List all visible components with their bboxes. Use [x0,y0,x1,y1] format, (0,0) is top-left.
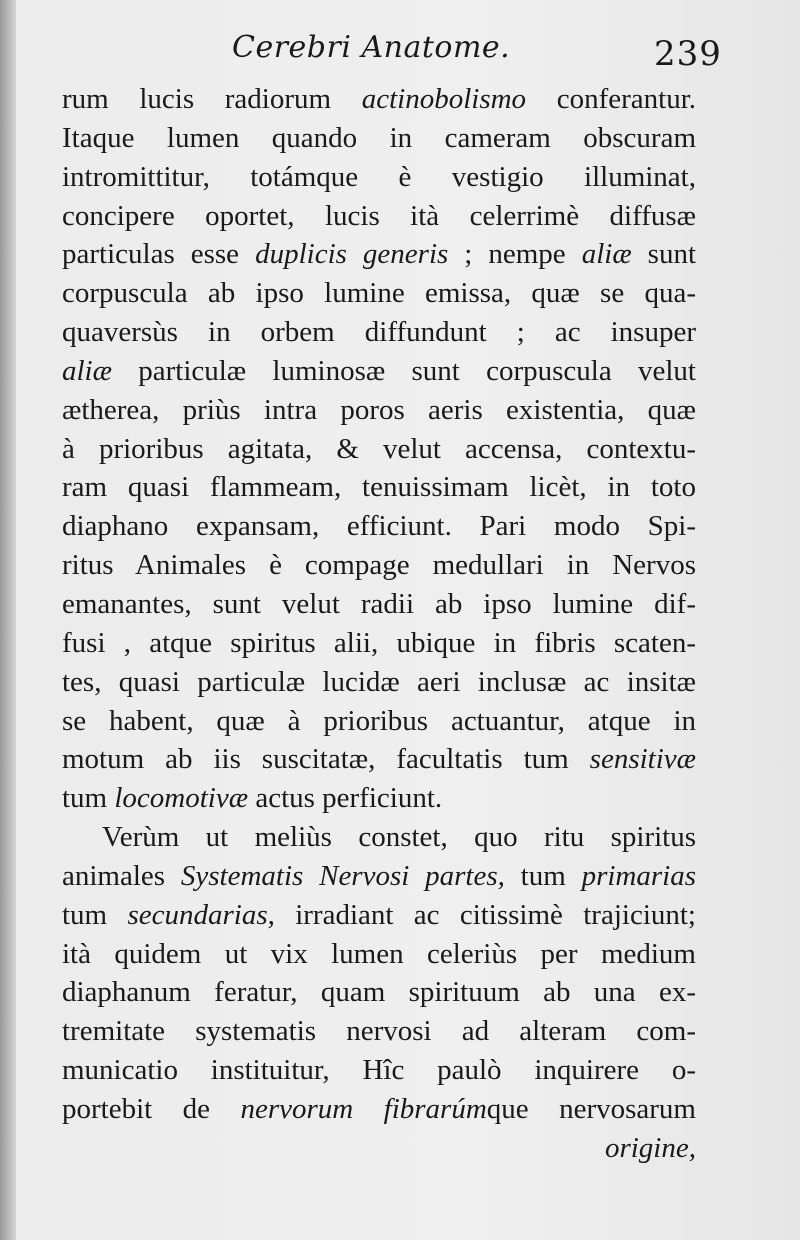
text-line [62,857,696,896]
text-segment: conferantur. [526,83,696,115]
text-line [62,430,696,469]
text-line [62,391,696,430]
text-line [62,119,696,158]
text-segment: particulæ luminosæ sunt corpuscula velut [111,354,696,387]
text-segment: irradiant ac citissimè trajiciunt; [274,898,696,931]
text-line [62,197,696,236]
text-segment: à prioribus agitata, & velut accensa, contextu- [62,432,696,465]
text-segment: portebit de [62,1092,241,1125]
text-line [62,1051,696,1090]
text-segment: concipere oportet, lucis ità celerrimè diffusæ [62,199,696,232]
text-line [62,702,696,741]
text-line [62,624,696,663]
text-segment: motum ab iis suscitatæ, facultatis tum [62,743,590,776]
text-segment: se habent, quæ à prioribus actuantur, atque in [62,704,696,737]
text-line [62,468,696,507]
text-line [62,507,696,546]
text-segment: ; nempe [448,238,582,271]
text-line [62,1129,696,1168]
text-segment: intromittitur, totámque è vestigio illuminat, [62,160,696,193]
text-segment: ritus Animales è compage medullari in Nervos [62,549,696,582]
text-line [62,935,696,974]
italic-text: secundarias, [127,898,275,931]
italic-text: aliæ [62,354,112,387]
text-segment: actus perficiunt. [248,782,443,815]
text-line [62,352,696,391]
text-segment: que nervosarum [486,1092,696,1125]
text-line [62,274,696,313]
text-segment: ram quasi flammeam, tenuissimam licèt, in toto [62,471,696,504]
text-line [62,1090,696,1129]
text-line [62,1012,696,1051]
italic-text: primarias [581,859,696,892]
text-segment: animales [62,859,181,892]
text-segment: rum lucis radiorum [62,83,362,115]
italic-text: actinobolismo [361,83,527,115]
italic-text: duplicis generis [255,238,449,271]
text-segment: tum [62,782,115,815]
text-line [62,818,696,857]
text-segment: ætherea, priùs intra poros aeris existentia, quæ [62,393,696,426]
text-segment: emanantes, sunt velut radii ab ipso lumine dif- [62,587,696,620]
text-segment: diaphanum feratur, quam spirituum ab una ex- [62,976,696,1009]
text-line [62,740,696,779]
text-segment: tes, quasi particulæ lucidæ aeri inclusæ ac insitæ [62,665,696,698]
text-segment: tremitate systematis nervosi ad alteram com- [62,1015,696,1048]
text-segment: tum [504,859,582,892]
text-segment: quaversùs in orbem diffundunt ; ac insuper [62,316,696,349]
running-head: Cerebri Anatome. [232,30,511,65]
italic-text: locomotivæ [114,782,249,815]
italic-text: nervorum fibrarúm [240,1092,487,1125]
text-segment: ità quidem ut vix lumen celeriùs per medium [62,937,696,970]
text-segment: sunt [631,238,697,271]
text-line [62,663,696,702]
text-line [62,896,696,935]
italic-text: aliæ [581,238,632,271]
text-segment: diaphano expansam, efficiunt. Pari modo Spi- [62,510,696,543]
body-text [62,80,696,1168]
italic-text: Systematis Nervosi partes, [180,859,505,892]
page-gutter-shadow [0,0,16,1240]
text-line [62,235,696,274]
italic-text: sensitivæ [589,743,696,776]
text-segment: particulas esse [62,238,256,271]
text-line [62,585,696,624]
text-segment: tum [62,898,128,931]
text-segment: fusi , atque spiritus alii, ubique in fibris scaten- [62,626,696,659]
text-segment: Itaque lumen quando in cameram obscuram [62,121,696,154]
text-segment: municatio instituitur, Hîc paulò inquirere o- [62,1054,696,1087]
text-segment: corpuscula ab ipso lumine emissa, quæ se qua- [62,277,696,310]
text-line [62,546,696,585]
text-segment: Verùm ut meliùs constet, quo ritu spiritus [102,821,696,854]
page-number: 239 [654,34,722,74]
text-line [62,973,696,1012]
italic-text: origine, [604,1131,696,1164]
text-line [62,779,696,818]
text-line [62,158,696,197]
text-line [62,313,696,352]
text-line [62,80,696,119]
